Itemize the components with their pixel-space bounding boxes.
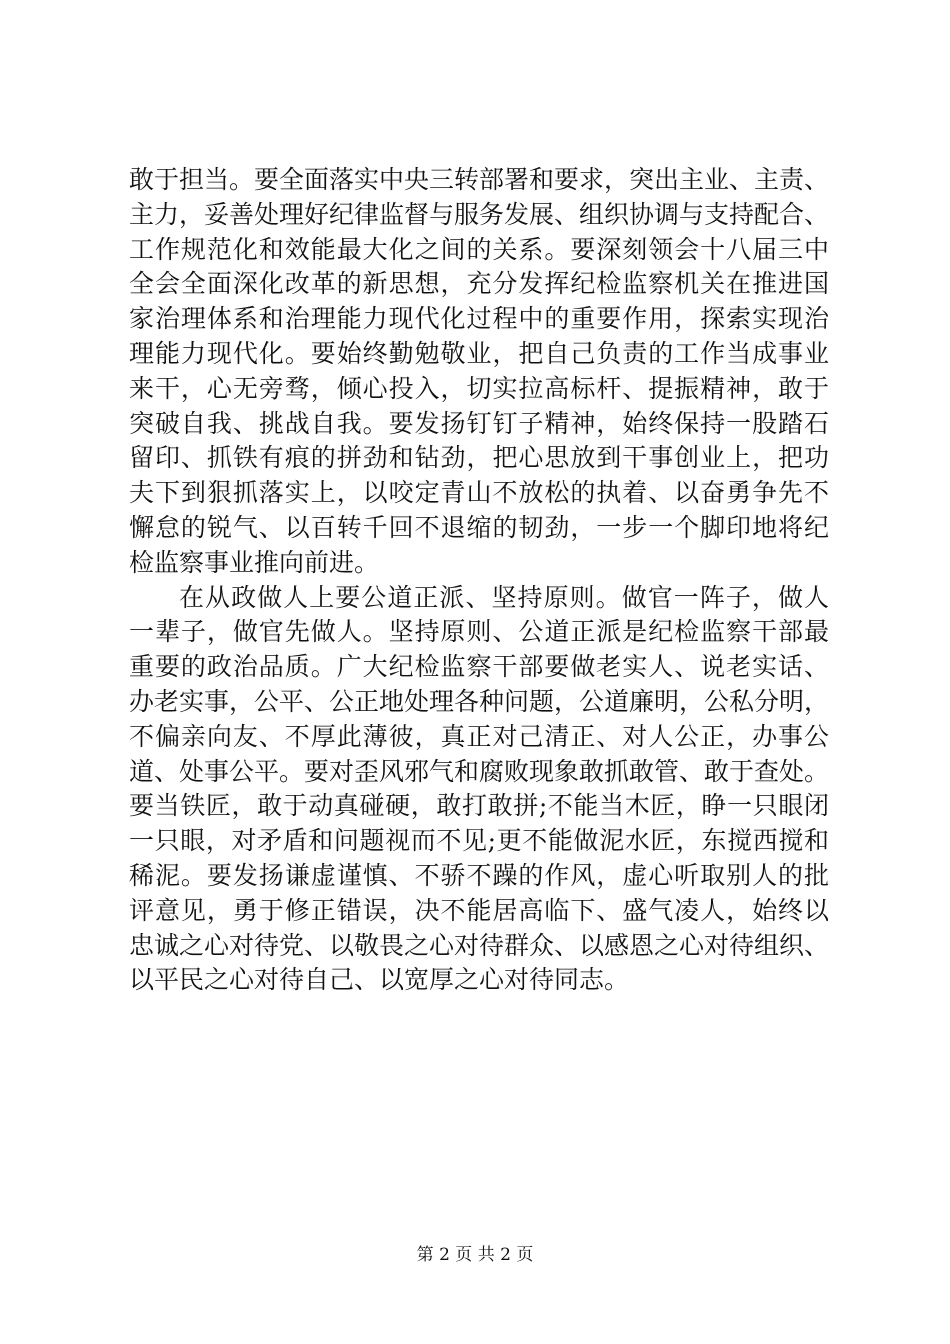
text-line: 家治理体系和治理能力现代化过程中的重要作用，探索实现治 [129, 304, 829, 334]
text-line: 稀泥。要发扬谦虚谨慎、不骄不躁的作风，虚心听取别人的批 [129, 860, 829, 890]
text-line: 一只眼，对矛盾和问题视而不见;更不能做泥水匠，东搅西搅和 [129, 826, 829, 856]
text-line: 不偏亲向友、不厚此薄彼，真正对己清正、对人公正，办事公 [129, 721, 829, 751]
paragraph-2 [129, 581, 829, 999]
text-line: 一辈子，做官先做人。坚持原则、公道正派是纪检监察干部最 [129, 617, 829, 647]
text-line: 评意见，勇于修正错误，决不能居高临下、盛气凌人，始终以 [129, 895, 829, 925]
text-line: 检监察事业推向前进。 [129, 547, 380, 577]
text-line: 要当铁匠，敢于动真碰硬，敢打敢拼;不能当木匠，睁一只眼闭 [129, 791, 829, 821]
paragraph-1 [129, 163, 829, 581]
text-line: 重要的政治品质。广大纪检监察干部要做老实人、说老实话、 [129, 652, 829, 682]
text-line: 突破自我、挑战自我。要发扬钉钉子精神，始终保持一股踏石 [129, 408, 829, 438]
text-line: 主力，妥善处理好纪律监督与服务发展、组织协调与支持配合、 [129, 199, 830, 229]
text-line: 全会全面深化改革的新思想，充分发挥纪检监察机关在推进国 [129, 269, 829, 299]
text-line: 来干，心无旁骛，倾心投入，切实拉高标杆、提振精神，敢于 [129, 373, 829, 403]
text-line: 工作规范化和效能最大化之间的关系。要深刻领会十八届三中 [129, 234, 829, 264]
text-line: 在从政做人上要公道正派、坚持原则。做官一阵子，做人 [179, 582, 829, 612]
text-line: 办老实事，公平、公正地处理各种问题，公道廉明，公私分明， [129, 686, 830, 716]
text-line: 理能力现代化。要始终勤勉敬业，把自己负责的工作当成事业 [129, 338, 829, 368]
text-line: 懈怠的锐气、以百转千回不退缩的韧劲，一步一个脚印地将纪 [129, 512, 829, 542]
body-text [129, 163, 829, 998]
text-line: 以平民之心对待自己、以宽厚之心对待同志。 [129, 965, 630, 995]
text-line: 敢于担当。要全面落实中央三转部署和要求，突出主业、主责、 [129, 165, 830, 194]
text-line: 留印、抓铁有痕的拼劲和钻劲，把心思放到干事创业上，把功 [129, 443, 829, 473]
text-line: 夫下到狠抓落实上，以咬定青山不放松的执着、以奋勇争先不 [129, 478, 829, 508]
page-number-footer: 第 2 页 共 2 页 [416, 1245, 534, 1265]
text-line: 忠诚之心对待党、以敬畏之心对待群众、以感恩之心对待组织、 [129, 930, 830, 960]
text-line: 道、处事公平。要对歪风邪气和腐败现象敢抓敢管、敢于查处。 [129, 756, 830, 786]
